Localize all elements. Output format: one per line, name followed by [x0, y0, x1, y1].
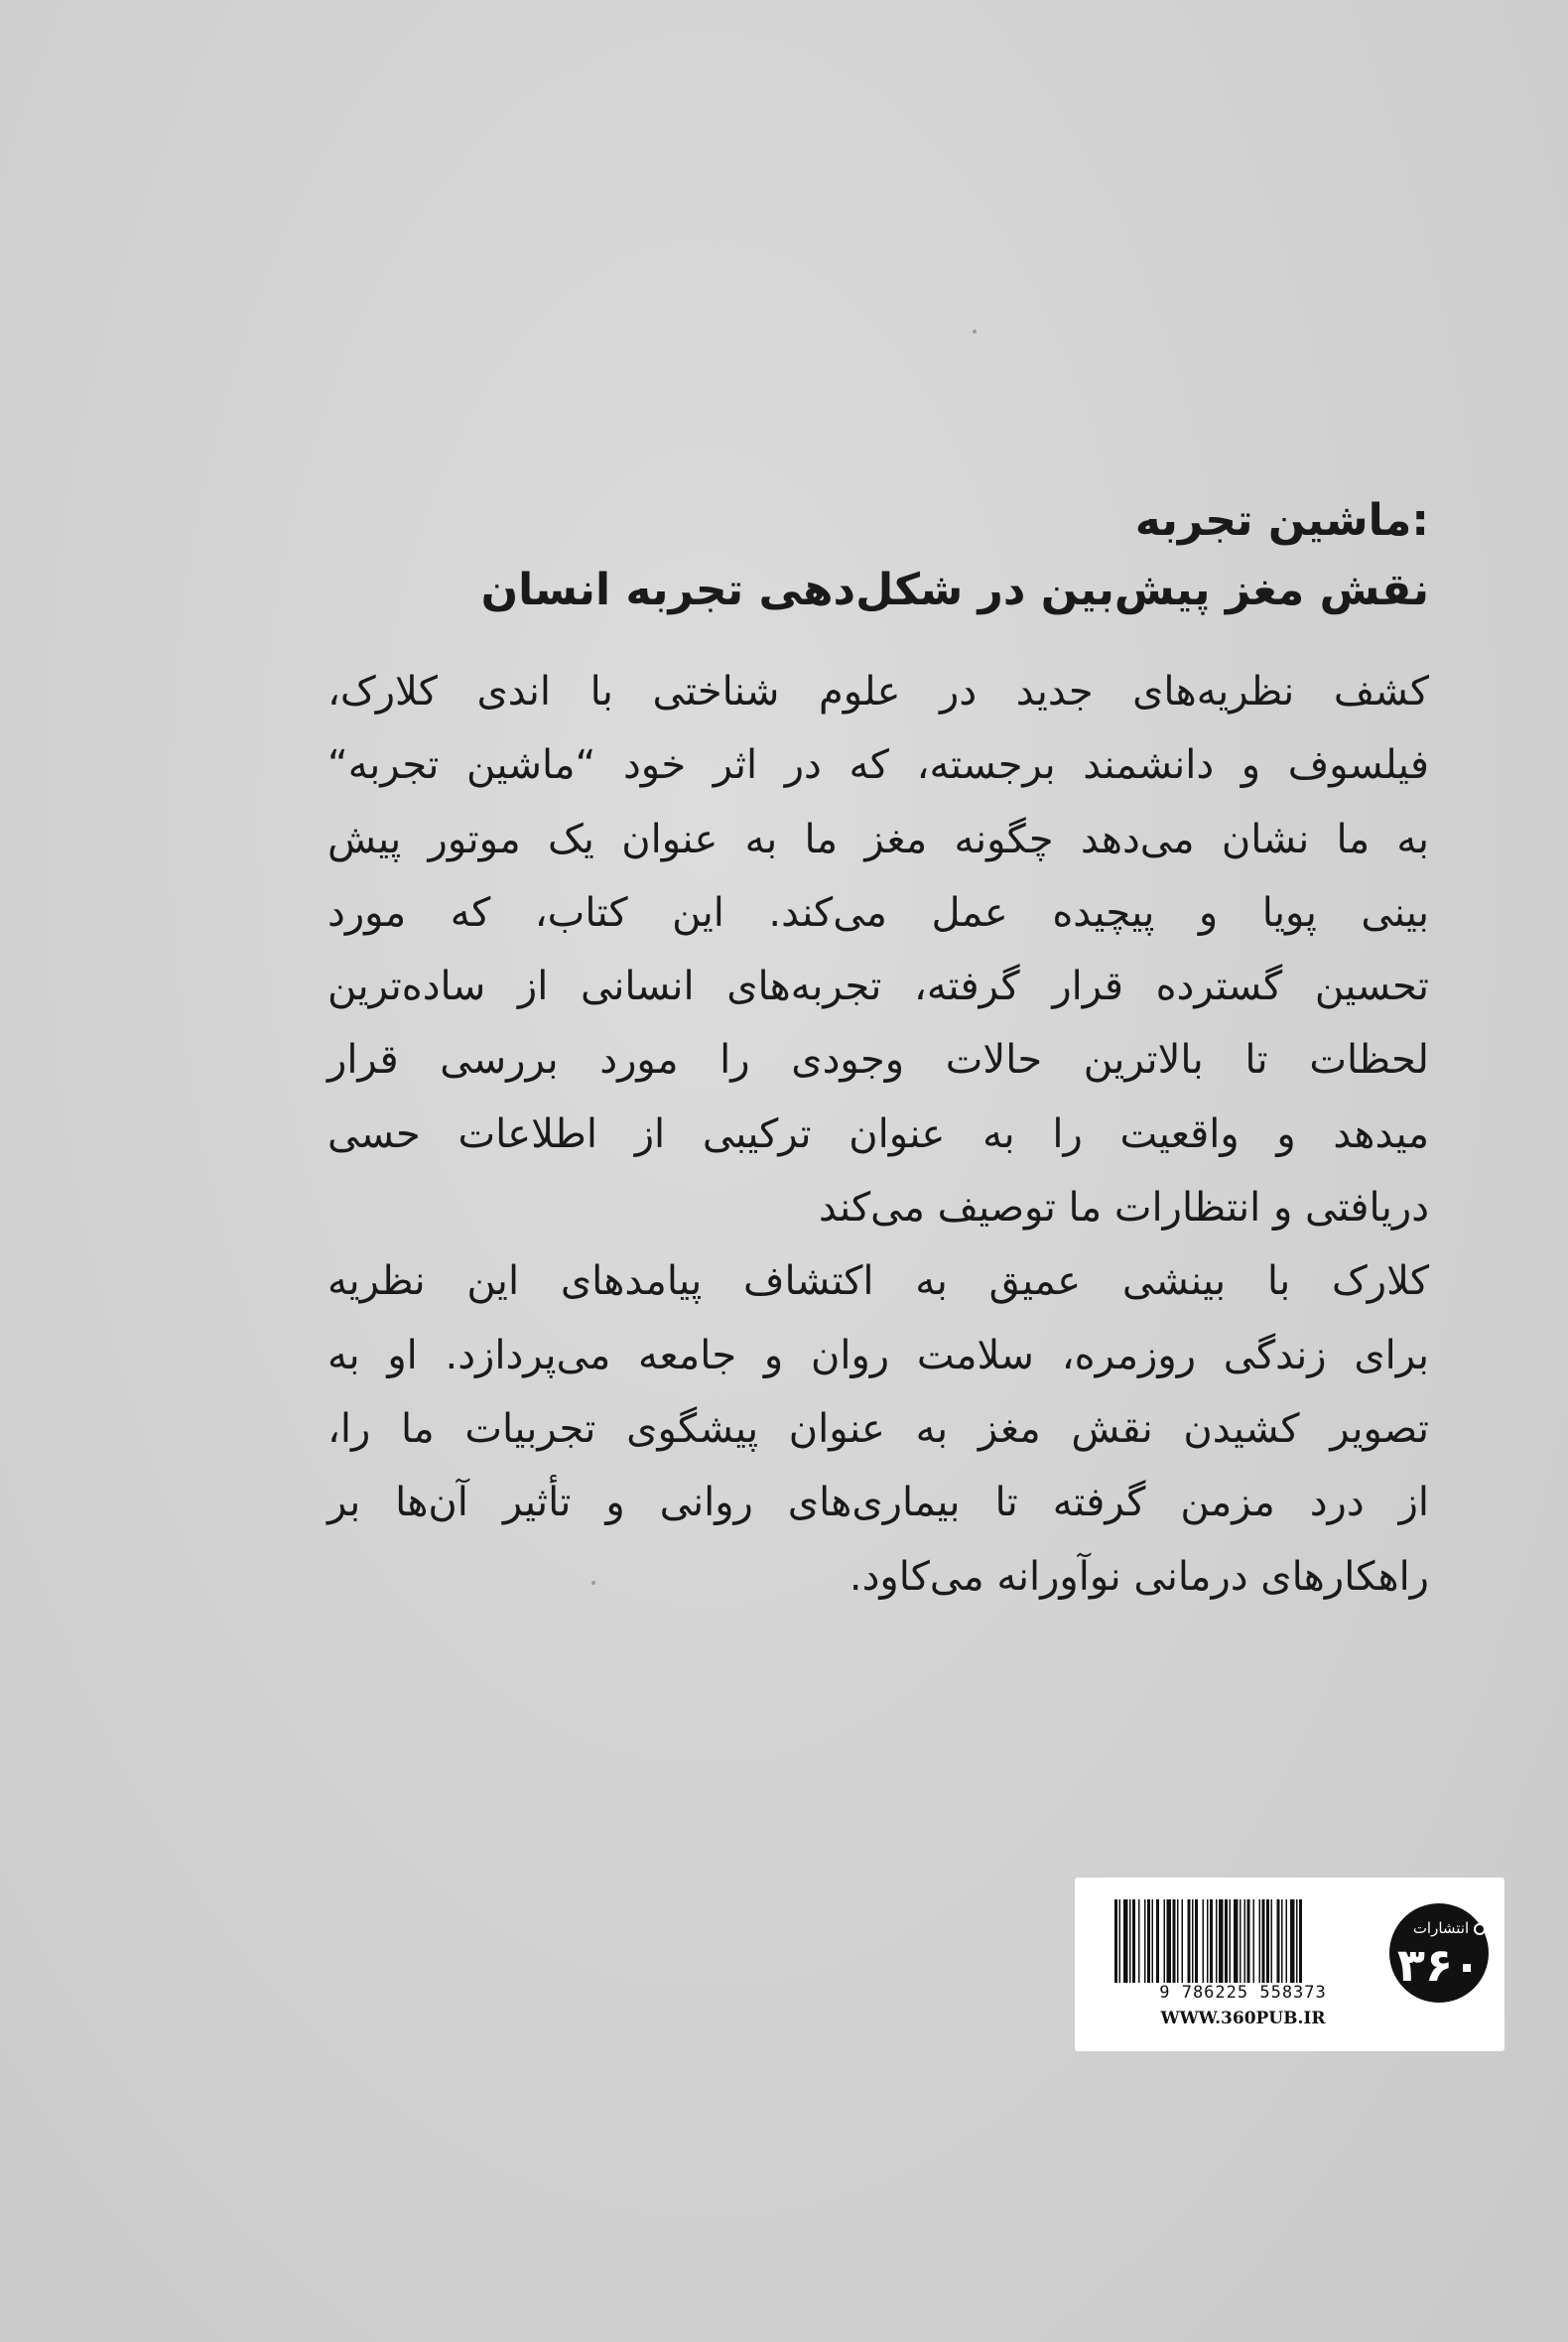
barcode-label	[1075, 1878, 1504, 2051]
publisher-logo-icon	[1387, 1901, 1491, 2005]
title-subtitle: نقش مغز پیش‌بین در شکل‌دهی تجربه انسان	[480, 565, 1429, 615]
blurb-line: کلارک با بینشی عمیق به اکتشاف پیامدهای این نظریه	[327, 1258, 1429, 1305]
blurb-line: کشف نظریه‌های جدید در علوم شناختی با اندی کلارک،	[327, 669, 1429, 715]
publisher-website: WWW.360PUB.IR	[1160, 2009, 1326, 2028]
blurb-line: از درد مزمن گرفته تا بیماری‌های روانی و تأثیر آن‌ها بر	[327, 1480, 1429, 1526]
blurb-line: تحسین گسترده قرار گرفته، تجربه‌های انسانی از ساده‌ترین	[327, 964, 1429, 1010]
blurb-line: راهکارهای درمانی نوآورانه می‌کاود.	[849, 1553, 1429, 1600]
blurb-line: بینی پویا و پیچیده عمل می‌کند. این کتاب، که مورد	[327, 889, 1429, 936]
isbn-number: 9 786225 558373	[1159, 1983, 1327, 2003]
blurb-line: میدهد و واقعیت را به عنوان ترکیبی از اطلاعات حسی	[327, 1110, 1429, 1157]
publisher-logo-label: انتشارات	[1412, 1919, 1470, 1937]
publisher-logo-number: ۳۶۰	[1396, 1938, 1482, 1992]
blurb-text	[327, 655, 1429, 1614]
blurb-line: لحظات تا بالاترین حالات وجودی را مورد بررسی قرار	[327, 1037, 1429, 1084]
paper-speck	[973, 329, 977, 333]
blurb-line: برای زندگی روزمره، سلامت روان و جامعه می‌پردازد. او به	[327, 1332, 1429, 1378]
title-main: :ماشین تجربه	[1134, 495, 1429, 546]
barcode-icon	[1112, 1899, 1373, 1983]
blurb-line: تصویر کشیدن نقش مغز به عنوان پیشگوی تجربیات ما را،	[327, 1405, 1429, 1452]
book-title	[337, 486, 1429, 625]
blurb-line: به ما نشان می‌دهد چگونه مغز ما به عنوان یک موتور پیش	[327, 816, 1429, 862]
blurb-line: دریافتی و انتظارات ما توصیف می‌کند	[819, 1185, 1429, 1232]
blurb-line: فیلسوف و دانشمند برجسته، که در اثر خود “ماشین تجربه“	[327, 742, 1429, 789]
